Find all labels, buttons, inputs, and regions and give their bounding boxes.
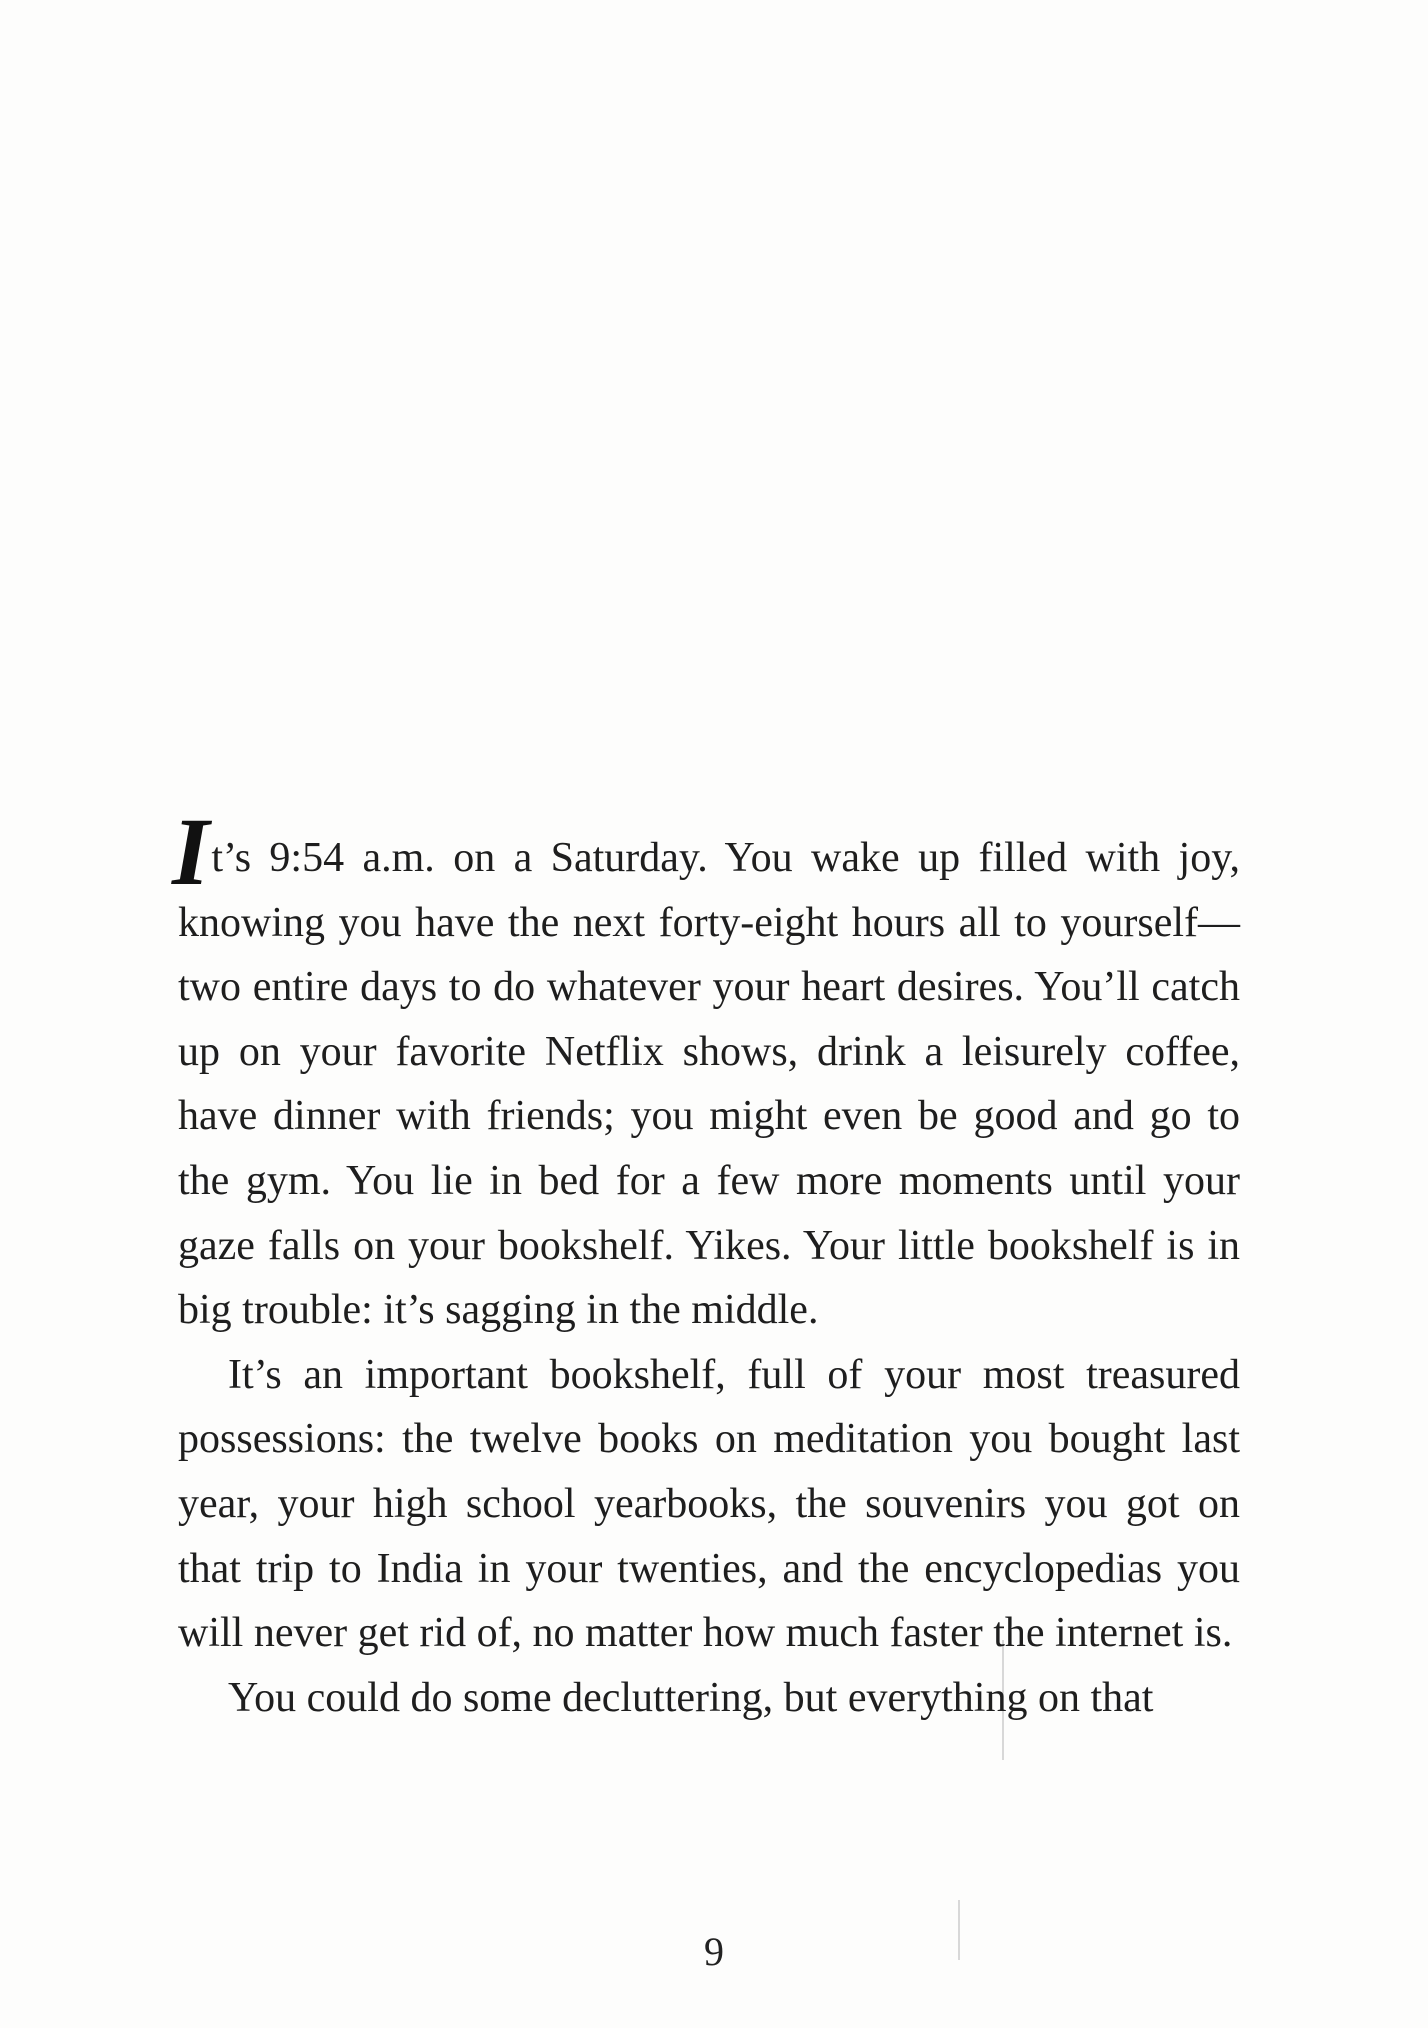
paragraph-decluttering: You could do some decluttering, but everything on that	[228, 1674, 1154, 1721]
paragraph-opening	[172, 798, 1240, 1343]
page-number: 9	[704, 1929, 724, 1974]
paragraph-opening-text: t’s 9:54 a.m. on a Saturday. You wake up filled with joy, knowing you have the next forty-eight hours all to yourself—two entire days to do whatever your heart desires. You’ll catch up on your favorite Netflix shows, drink a leisurely coffee, have dinner with friends; you might even be good and go to the gym. You lie in bed for a few more moments until your gaze falls on your bookshelf. Yikes. Your little bookshelf is in big trouble: it’s sagging in the middle.	[178, 835, 1240, 1334]
body-text	[172, 798, 1240, 1730]
paragraph-bookshelf: It’s an important bookshelf, full of your most treasured possessions: the twelve books on meditation you bought last year, your high school yearbooks, the souvenirs you got on that trip to India in your twenties, and the encyclopedias you will never get rid of, no matter how much faster the internet is.	[178, 1351, 1240, 1657]
drop-cap: I	[172, 798, 210, 905]
